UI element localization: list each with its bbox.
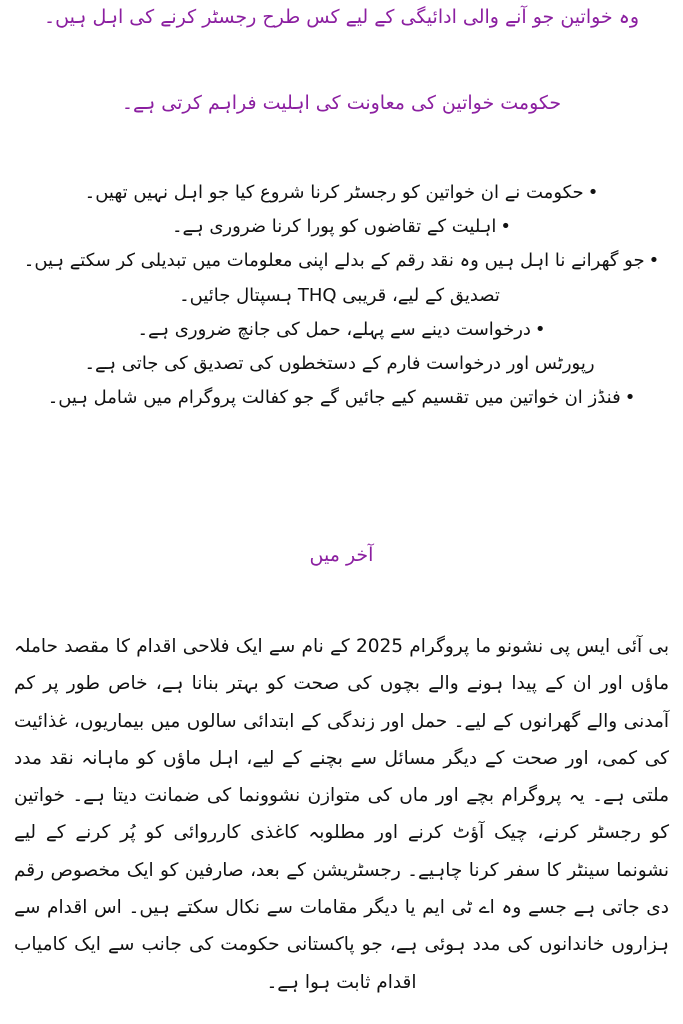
list-item-text: درخواست دینے سے پہلے، حمل کی جانچ ضروری ہے۔ xyxy=(137,318,531,340)
list-item-text: تصدیق کے لیے، قریبی THQ ہسپتال جائیں۔ xyxy=(179,284,500,306)
list-item xyxy=(20,313,663,347)
list-item-text: اہلیت کے تقاضوں کو پورا کرنا ضروری ہے۔ xyxy=(171,216,497,238)
list-item-text: جو گھرانے نا اہل ہیں وہ نقد رقم کے بدلے اپنی معلومات میں تبدیلی کر سکتے ہیں۔ xyxy=(23,250,645,272)
bullet-dot: • xyxy=(500,216,511,238)
list-item xyxy=(20,210,663,244)
bullet-dot: • xyxy=(534,318,546,340)
conclusion-paragraph: بی آئی ایس پی نشونو ما پروگرام 2025 کے نام سے ایک فلاحی اقدام کا مقصد حاملہ ماؤں اور ان کے پیدا ہونے والے بچوں کی صحت کو بہتر بنانا ہے، خاص طور پر کم آمدنی والے گھرانوں کے لیے۔ حمل اور زندگی کے ابتدائی سالوں میں بیماریوں، غذائیت کی کمی، اور صحت کے دیگر مسائل سے بچنے کے لیے، اہل ماؤں کو ماہانہ نقد مدد ملتی ہے۔ یہ پروگرام بچے اور ماں کی متوازن نشوونما کی ضمانت دیتا ہے۔ خواتین کو رجسٹر کرنے، چیک آؤٹ کرنے اور مطلوبہ کاغذی کارروائی کو پُر کرنے کے لیے نشونما سینٹر کا سفر کرنا چاہیے۔ رجسٹریشن کے بعد، صارفین کو ایک مخصوص رقم دی جاتی ہے جسے وہ اے ٹی ایم یا دیگر مقامات سے نکال سکتے ہیں۔ اس اقدام سے ہزاروں خاندانوں کی مدد ہوئی ہے، جو پاکستانی حکومت کی جانب سے ایک کامیاب اقدام ثابت ہوا ہے۔ xyxy=(14,636,669,993)
bullet-dot: • xyxy=(624,387,636,409)
list-item xyxy=(20,279,663,313)
eligibility-bullet-list xyxy=(20,176,663,415)
list-item-text: فنڈز ان خواتین میں تقسیم کیے جائیں گے جو کفالت پروگرام میں شامل ہیں۔ xyxy=(47,387,621,409)
list-item-text: رپورٹس اور درخواست فارم کے دستخطوں کی تصدیق کی جاتی ہے۔ xyxy=(84,352,595,374)
bullet-dot: • xyxy=(648,250,660,272)
registration-eligibility-heading: وہ خواتین جو آنے والی ادائیگی کے لیے کس طرح رجسٹر کرنے کی اہل ہیں۔ xyxy=(43,6,640,28)
list-item xyxy=(20,176,663,210)
list-item xyxy=(20,347,663,381)
list-item xyxy=(20,381,663,415)
conclusion-heading: آخر میں xyxy=(309,544,374,566)
bullet-dot: • xyxy=(587,182,599,203)
list-item-text: حکومت نے ان خواتین کو رجسٹر کرنا شروع کیا جو اہل نہیں تھیں۔ xyxy=(84,182,584,203)
list-item xyxy=(20,244,663,278)
eligibility-support-heading: حکومت خواتین کی معاونت کی اہلیت فراہم کرتی ہے۔ xyxy=(121,92,562,114)
